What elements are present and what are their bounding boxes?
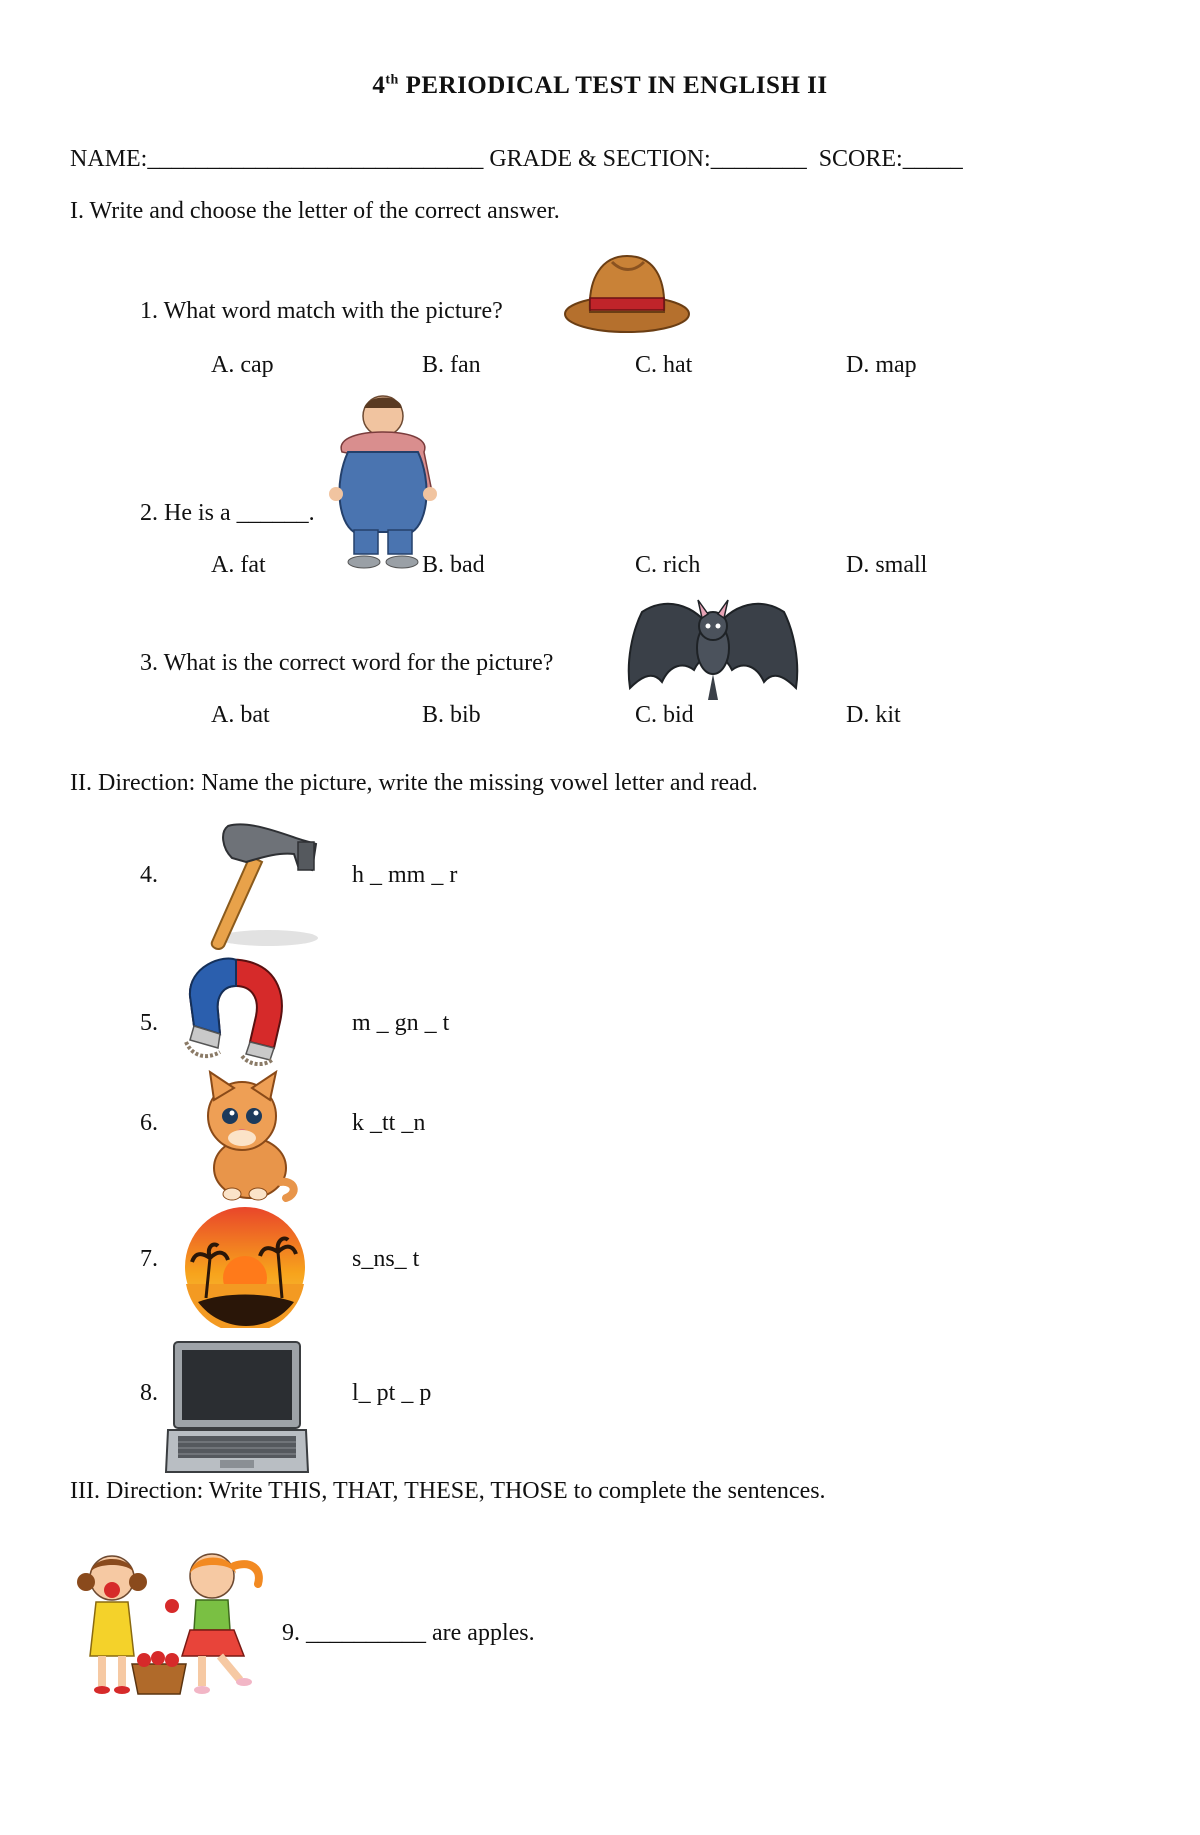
question-2-option-b[interactable]: B. bad — [422, 552, 485, 578]
item-9-blank[interactable]: __________ — [306, 1620, 426, 1646]
score-blank[interactable]: _____ — [902, 146, 963, 172]
part3-direction: III. Direction: Write THIS, THAT, THESE, THOSE to complete the sentences. — [70, 1478, 826, 1504]
part1-direction: I. Write and choose the letter of the correct answer. — [70, 198, 560, 224]
kitten-icon — [196, 1070, 300, 1204]
laptop-icon — [164, 1340, 310, 1478]
item-5-number: 5. — [140, 1010, 158, 1036]
item-9-text: are apples. — [432, 1620, 535, 1646]
item-6-number: 6. — [140, 1110, 158, 1136]
title-text: PERIODICAL TEST IN ENGLISH II — [398, 72, 828, 99]
item-8-word[interactable]: l_ pt _ p — [352, 1380, 432, 1406]
question-2-prompt: 2. He is a ______. — [140, 500, 315, 526]
item-4-word[interactable]: h _ mm _ r — [352, 862, 458, 888]
question-1-option-c[interactable]: C. hat — [635, 352, 693, 378]
question-1-option-d[interactable]: D. map — [846, 352, 917, 378]
question-3-option-c[interactable]: C. bid — [635, 702, 694, 728]
name-label: NAME: — [70, 146, 148, 172]
name-blank[interactable]: ____________________________ — [147, 146, 484, 172]
score-label: SCORE: — [818, 146, 903, 172]
question-3-option-b[interactable]: B. bib — [422, 702, 481, 728]
question-1-option-b[interactable]: B. fan — [422, 352, 481, 378]
grade-label: GRADE & SECTION: — [489, 146, 711, 172]
item-9-number: 9. — [282, 1620, 300, 1646]
question-2-option-d[interactable]: D. small — [846, 552, 928, 578]
question-3-option-d[interactable]: D. kit — [846, 702, 901, 728]
hammer-icon — [198, 818, 326, 956]
question-2-option-c[interactable]: C. rich — [635, 552, 701, 578]
fat-man-icon — [322, 392, 444, 570]
magnet-icon — [180, 956, 292, 1066]
student-info-line — [70, 146, 963, 173]
question-3-option-a[interactable]: A. bat — [211, 702, 270, 728]
item-9-sentence — [282, 1620, 535, 1647]
bat-icon — [624, 592, 802, 702]
question-1-prompt: 1. What word match with the picture? — [140, 298, 503, 324]
part2-direction: II. Direction: Name the picture, write the missing vowel letter and read. — [70, 770, 758, 796]
grade-blank[interactable]: ________ — [710, 146, 807, 172]
title-number: 4 — [372, 72, 386, 99]
question-2-option-a[interactable]: A. fat — [211, 552, 266, 578]
page-title — [0, 72, 1200, 100]
question-1-option-a[interactable]: A. cap — [211, 352, 274, 378]
hat-icon — [562, 248, 692, 338]
item-7-number: 7. — [140, 1246, 158, 1272]
girls-with-apples-icon — [62, 1548, 280, 1698]
item-8-number: 8. — [140, 1380, 158, 1406]
item-6-word[interactable]: k _tt _n — [352, 1110, 426, 1136]
question-3-prompt: 3. What is the correct word for the picture? — [140, 650, 554, 676]
item-5-word[interactable]: m _ gn _ t — [352, 1010, 450, 1036]
sunset-icon — [184, 1206, 306, 1328]
item-4-number: 4. — [140, 862, 158, 888]
title-suffix: th — [385, 72, 399, 88]
item-7-word[interactable]: s_ns_ t — [352, 1246, 420, 1272]
